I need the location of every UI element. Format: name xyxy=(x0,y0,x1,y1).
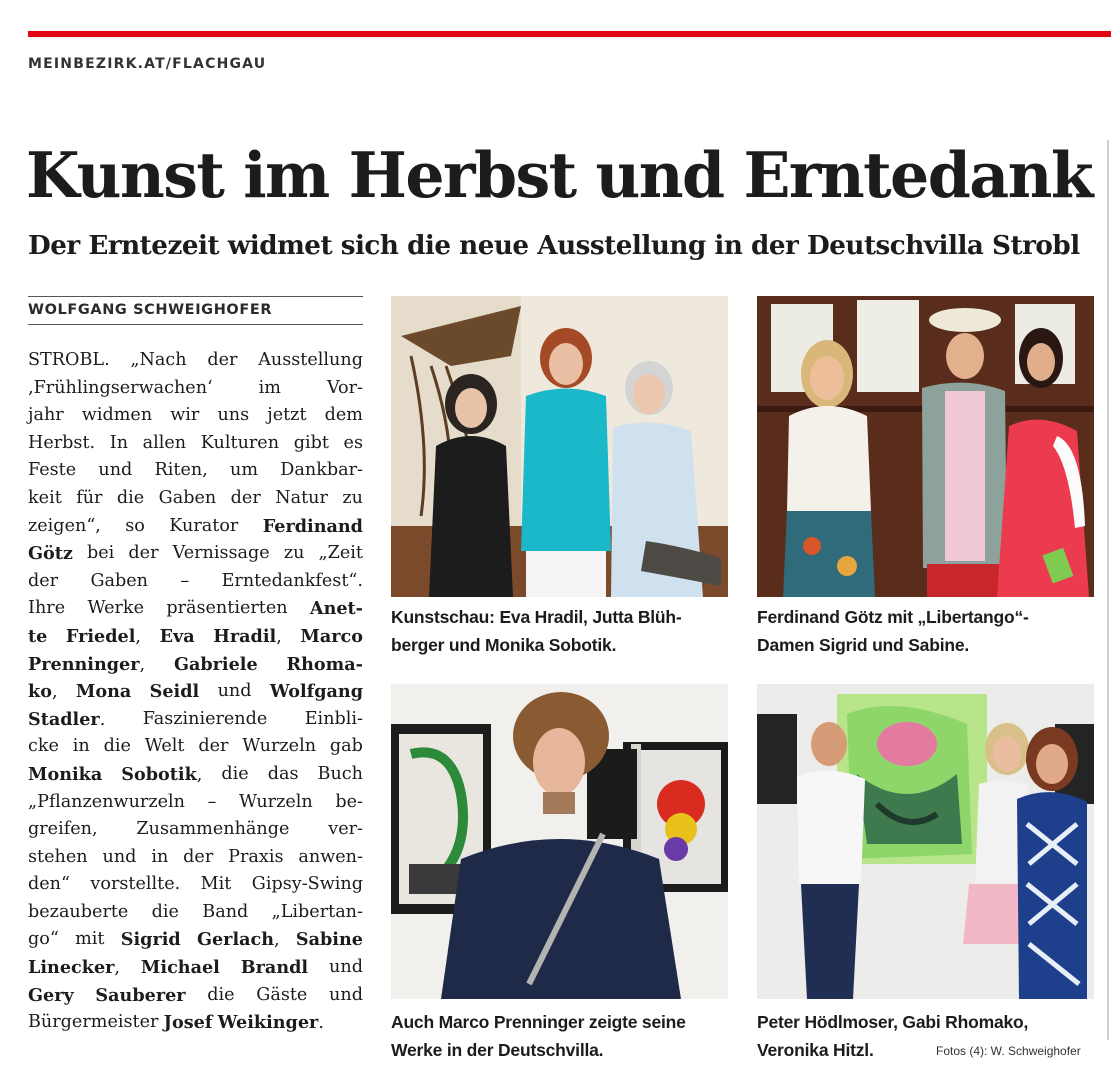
body-word: Werke xyxy=(87,598,144,619)
body-word: die xyxy=(116,487,145,508)
body-word: ko, xyxy=(28,681,58,703)
body-line xyxy=(28,513,363,541)
body-word: Buch xyxy=(317,763,363,784)
body-line xyxy=(28,899,363,927)
body-line xyxy=(28,1009,363,1037)
masthead-red-rule xyxy=(28,31,1111,37)
body-word: Kurator xyxy=(169,515,239,536)
article-body xyxy=(28,347,363,1037)
subheadline: Der Erntezeit widmet sich die neue Ausstellung in der Deutschvilla Strobl xyxy=(28,230,1080,261)
body-line xyxy=(28,926,363,954)
body-word: „Libertan- xyxy=(271,901,363,922)
body-word: zeigen“, xyxy=(28,515,101,536)
body-line xyxy=(28,540,363,568)
body-word: in xyxy=(151,846,169,867)
body-word: Gerlach, xyxy=(196,929,280,951)
body-word: und xyxy=(329,984,363,1005)
body-word: im xyxy=(258,377,281,398)
body-word: ‚Frühlingserwachen‘ xyxy=(28,377,213,398)
body-word: Ausstellung xyxy=(258,350,363,370)
body-word: die xyxy=(151,901,179,922)
caption-line: Werke in der Deutschvilla. xyxy=(391,1040,604,1060)
body-line xyxy=(28,347,363,375)
photo-goetz-libertango xyxy=(757,296,1094,597)
body-word: die xyxy=(103,736,131,757)
body-word: cke xyxy=(28,736,59,757)
body-word: für xyxy=(76,487,103,508)
photo-prenninger xyxy=(391,684,728,999)
body-word: dem xyxy=(324,405,363,426)
body-word: Herbst. xyxy=(28,432,96,453)
body-word: „Pflanzenwurzeln xyxy=(28,791,185,812)
body-word: und xyxy=(217,681,252,702)
body-word: In xyxy=(109,432,129,453)
body-word: Seidl xyxy=(149,681,200,703)
caption-line: Ferdinand Götz mit „Libertango“- xyxy=(757,607,1029,627)
body-word: um xyxy=(230,460,259,481)
body-word: Vernissage xyxy=(172,543,270,564)
body-word: anwen- xyxy=(298,846,363,867)
body-line xyxy=(28,982,363,1010)
photo-kunstschau xyxy=(391,296,728,597)
body-word: Wolfgang xyxy=(269,681,363,703)
body-word: vorstellte. xyxy=(90,874,181,895)
body-word: ver- xyxy=(328,819,363,840)
body-word: keit xyxy=(28,487,62,508)
body-word: Erntedankfest“. xyxy=(221,570,363,591)
body-word: die xyxy=(221,763,249,784)
photo-caption-2 xyxy=(757,603,1102,659)
body-word: Wurzeln xyxy=(238,791,313,812)
body-word: jetzt xyxy=(267,405,307,426)
body-word: mit xyxy=(75,929,105,950)
caption-line: Damen Sigrid und Sabine. xyxy=(757,635,970,655)
body-word: Marco xyxy=(300,625,363,647)
body-word: „Zeit xyxy=(318,543,363,564)
body-word: bezauberte xyxy=(28,901,129,922)
body-word: Feste xyxy=(28,460,77,481)
body-word: gibt xyxy=(293,432,329,453)
body-word: Sauberer xyxy=(95,984,186,1006)
body-word: der xyxy=(128,543,159,564)
body-word: Mona xyxy=(75,681,132,703)
body-line xyxy=(28,761,363,789)
body-word: der xyxy=(28,570,59,591)
body-line xyxy=(28,595,363,623)
body-word: präsentierten xyxy=(166,598,288,619)
body-word: Stadler. xyxy=(28,708,106,730)
byline-rule-bottom xyxy=(28,324,363,325)
body-word: Hradil, xyxy=(213,625,282,647)
body-line xyxy=(28,485,363,513)
body-word: Welt xyxy=(144,736,185,757)
headline: Kunst im Herbst und Erntedank xyxy=(26,138,1093,212)
caption-line: Kunstschau: Eva Hradil, Jutta Blüh- xyxy=(391,607,682,627)
body-word: Eva xyxy=(159,625,195,647)
body-word: und xyxy=(98,460,133,481)
body-word: Sigrid xyxy=(120,929,181,951)
body-line xyxy=(28,844,363,872)
body-word: Gabriele xyxy=(173,653,258,675)
body-line xyxy=(28,816,363,844)
body-line xyxy=(28,623,363,651)
photo-credit: Fotos (4): W. Schweighofer xyxy=(936,1044,1081,1058)
body-word: den“ xyxy=(28,874,70,895)
body-line xyxy=(28,430,363,458)
body-word: so xyxy=(125,515,145,536)
body-word: die xyxy=(207,984,235,1005)
body-word: Rhoma- xyxy=(286,653,363,675)
body-word: Gaben xyxy=(158,487,217,508)
byline: WOLFGANG SCHWEIGHOFER xyxy=(28,302,273,318)
body-word: Mit xyxy=(200,874,232,895)
body-line xyxy=(28,568,363,596)
body-word: Josef xyxy=(163,1012,213,1034)
body-word: das xyxy=(267,763,299,784)
body-line xyxy=(28,457,363,485)
byline-rule-top xyxy=(28,296,363,297)
body-word: Bürgermeister xyxy=(28,1012,159,1033)
body-word: gab xyxy=(329,736,363,757)
body-word: Riten, xyxy=(154,460,208,481)
body-line xyxy=(28,733,363,761)
caption-line: Auch Marco Prenninger zeigte seine xyxy=(391,1012,686,1032)
body-word: Monika xyxy=(28,763,103,785)
body-word: Friedel, xyxy=(65,625,142,647)
body-word: allen xyxy=(142,432,187,453)
body-word: Natur xyxy=(275,487,328,508)
body-word: Wurzeln xyxy=(242,736,317,757)
photo-caption-3 xyxy=(391,1008,731,1064)
body-word: in xyxy=(72,736,90,757)
body-word: der xyxy=(183,846,214,867)
body-line xyxy=(28,706,363,734)
body-word: Ferdinand xyxy=(262,515,363,537)
body-word: Zusammenhänge xyxy=(136,819,290,840)
body-word: Michael xyxy=(140,957,220,979)
body-word: Gaben xyxy=(90,570,149,591)
body-word: Praxis xyxy=(228,846,284,867)
body-word: Einbli- xyxy=(304,708,363,729)
body-word: der xyxy=(207,350,238,370)
body-word: Prenninger, xyxy=(28,653,146,675)
body-line xyxy=(28,678,363,706)
body-line xyxy=(28,651,363,679)
body-word: Linecker, xyxy=(28,957,120,979)
section-label[interactable]: MEINBEZIRK.AT/FLACHGAU xyxy=(28,56,267,72)
body-word: uns xyxy=(217,405,250,426)
body-line xyxy=(28,871,363,899)
body-word: Gäste xyxy=(256,984,308,1005)
body-word: Faszinierende xyxy=(142,708,268,729)
body-word: jahr xyxy=(28,405,64,426)
body-line xyxy=(28,789,363,817)
body-word: Ihre xyxy=(28,598,66,619)
body-word: STROBL. xyxy=(28,350,110,370)
photo-hoedlmoser-rhomako-hitzl xyxy=(757,684,1094,999)
body-word: Sabine xyxy=(295,929,363,951)
body-line xyxy=(28,375,363,403)
caption-line: Veronika Hitzl. xyxy=(757,1040,874,1060)
body-word: der xyxy=(198,736,229,757)
body-word: zu xyxy=(283,543,305,564)
body-word: der xyxy=(230,487,261,508)
caption-line: berger und Monika Sobotik. xyxy=(391,635,617,655)
body-word: zu xyxy=(342,487,363,508)
body-word: Kulturen xyxy=(200,432,280,453)
body-word: „Nach xyxy=(130,350,187,370)
body-word: und xyxy=(329,957,363,978)
body-line xyxy=(28,954,363,982)
body-word: – xyxy=(180,570,190,591)
page-gutter-line xyxy=(1107,140,1109,1040)
body-word: greifen, xyxy=(28,819,98,840)
body-word: und xyxy=(102,846,137,867)
body-word: Vor- xyxy=(326,377,363,398)
photo-caption-1 xyxy=(391,603,731,659)
body-word: wir xyxy=(170,405,200,426)
body-word: go“ xyxy=(28,929,59,950)
body-word: stehen xyxy=(28,846,88,867)
body-word: bei xyxy=(87,543,115,564)
body-word: es xyxy=(343,432,363,453)
body-word: Gery xyxy=(28,984,74,1006)
body-word: te xyxy=(28,625,48,647)
body-word: Sobotik, xyxy=(121,763,203,785)
body-word: widmen xyxy=(81,405,153,426)
body-word: Band xyxy=(202,901,249,922)
caption-line: Peter Hödlmoser, Gabi Rhomako, xyxy=(757,1012,1029,1032)
body-line xyxy=(28,402,363,430)
body-word: be- xyxy=(335,791,363,812)
body-word: Gipsy-Swing xyxy=(251,874,363,895)
body-word: Anet- xyxy=(309,598,363,620)
body-word: – xyxy=(207,791,217,812)
body-word: Brandl xyxy=(240,957,309,979)
body-word: Weikinger. xyxy=(217,1012,324,1034)
body-word: Götz xyxy=(28,543,73,565)
body-word: Dankbar- xyxy=(280,460,363,481)
